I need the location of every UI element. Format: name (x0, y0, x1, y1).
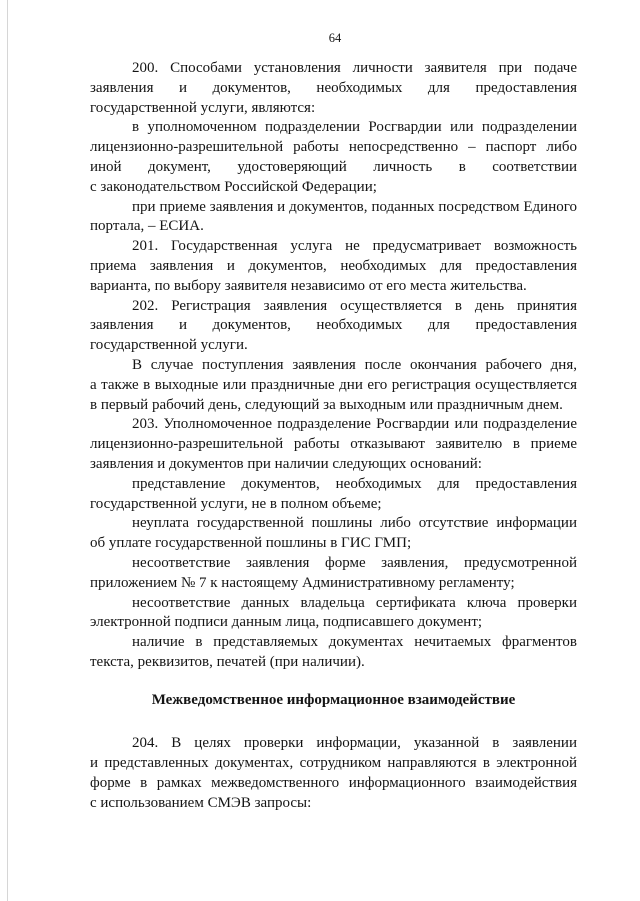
text-line: заявления и документов, необходимых для предоставления (90, 79, 577, 96)
text-line: об уплате государственной пошлины в ГИС ГМП; (90, 535, 412, 552)
paragraph-200 (90, 59, 577, 118)
text-line: приема заявления и документов, необходимых для предоставления (90, 257, 577, 274)
paragraph-identity-in-person (90, 118, 577, 197)
text-line: с использованием СМЭВ запросы: (90, 795, 312, 811)
text-line: 200. Способами установления личности заявителя при подаче (132, 60, 577, 76)
paragraph-202 (90, 297, 577, 356)
text-line: в уполномоченном подразделении Росгвардии или подразделении (132, 119, 577, 136)
document-body-after-heading (90, 733, 577, 813)
text-line: с законодательством Российской Федерации; (90, 178, 377, 195)
text-line: заявления и документов при наличии следующих оснований: (90, 455, 482, 472)
text-line: несоответствие заявления форме заявления, предусмотренной (132, 554, 577, 571)
section-heading: Межведомственное информационное взаимодействие (151, 692, 516, 708)
text-line: заявления и документов, необходимых для предоставления (90, 317, 577, 334)
text-line: лицензионно-разрешительной работы непосредственно – паспорт либо (90, 139, 577, 156)
text-line: 202. Регистрация заявления осуществляется в день принятия (132, 297, 577, 314)
text-line: текста, реквизитов, печатей (при наличии). (90, 653, 365, 670)
text-line: неуплата государственной пошлины либо отсутствие информации (132, 515, 577, 532)
document-body (90, 59, 577, 673)
text-line: и представленных документах, сотрудником направляются в электронной (90, 755, 577, 771)
text-line: при приеме заявления и документов, поданных посредством Единого (132, 198, 577, 215)
text-line: государственной услуги. (90, 337, 248, 354)
text-line: представление документов, необходимых для предоставления (132, 475, 577, 492)
text-line: в первый рабочий день, следующий за выходным или праздничным днем. (90, 396, 563, 413)
paragraph-203 (90, 415, 577, 474)
text-line: приложением № 7 к настоящему Административному регламенту; (90, 574, 515, 591)
paragraph-refusal-unreadable (90, 633, 577, 673)
text-line: форме в рамках межведомственного информационного взаимодействия (90, 775, 577, 791)
text-line: электронной подписи данным лица, подписавшего документ; (90, 614, 483, 631)
text-line: 204. В целях проверки информации, указанной в заявлении (132, 735, 577, 751)
text-line: варианта, по выбору заявителя независимо от его места жительства. (90, 277, 527, 294)
text-line: 201. Государственная услуга не предусматривает возможность (132, 238, 577, 255)
text-line: а также в выходные или праздничные дни его регистрация осуществляется (90, 376, 577, 393)
paragraph-registration-after-hours (90, 356, 577, 415)
text-line: наличие в представляемых документах нечитаемых фрагментов (132, 634, 577, 651)
scan-edge (7, 0, 8, 901)
paragraph-refusal-unpaid-fee (90, 514, 577, 554)
text-line: иной документ, удостоверяющий личность в соответствии (90, 158, 577, 175)
paragraph-204 (90, 733, 577, 813)
text-line: 203. Уполномоченное подразделение Росгвардии или подразделение (132, 416, 577, 433)
text-line: В случае поступления заявления после окончания рабочего дня, (132, 356, 577, 373)
text-line: портала, – ЕСИА. (90, 218, 204, 235)
paragraph-201 (90, 237, 577, 296)
text-line: государственной услуги, не в полном объеме; (90, 495, 382, 512)
text-line: государственной услуги, являются: (90, 99, 316, 116)
text-line: лицензионно-разрешительной работы отказывают заявителю в приеме (90, 436, 577, 453)
paragraph-refusal-incomplete (90, 475, 577, 515)
paragraph-refusal-certificate-mismatch (90, 594, 577, 634)
text-line: несоответствие данных владельца сертификата ключа проверки (132, 594, 577, 611)
paragraph-identity-portal (90, 198, 577, 238)
page-number: 64 (328, 31, 342, 45)
paragraph-refusal-form-mismatch (90, 554, 577, 594)
